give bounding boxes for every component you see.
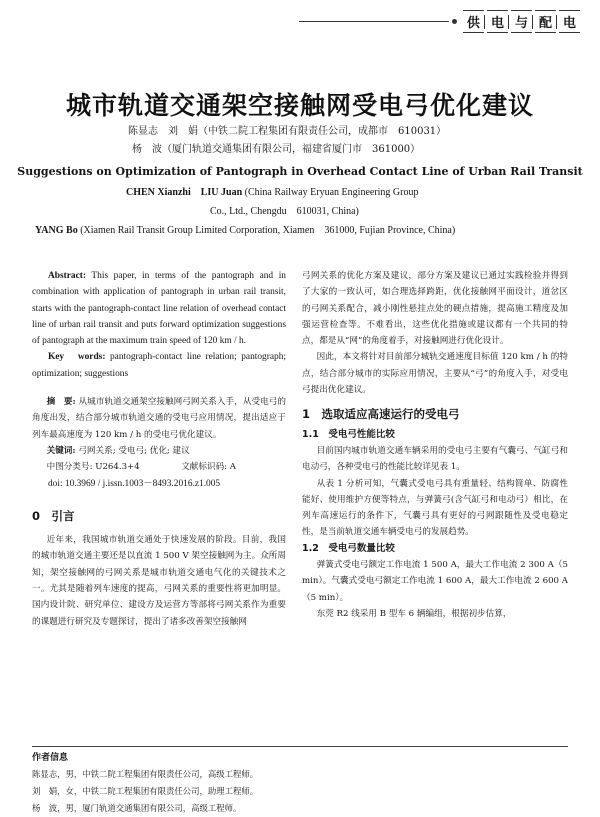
left-column (32, 268, 286, 630)
right-paragraph-6: 东莞 R2 线采用 B 型车 6 辆编组，根据初步估算， (316, 608, 512, 619)
section-1-2-heading: 1.2 受电弓数量比较 (302, 542, 395, 554)
author-info-line: 陈显志，男，中铁二院工程集团有限责任公司，高级工程师。 (32, 769, 259, 779)
section-tag-separator (556, 15, 557, 29)
english-abstract-label: Abstract: (47, 271, 86, 281)
section-tag-char: 电 (559, 10, 580, 33)
section-tag-separator (508, 15, 509, 29)
english-title: Suggestions on Optimization of Pantograph in Overhead Contact Line of Urban Rail Transit (17, 165, 583, 178)
paper-title: 城市轨道交通架空接触网受电弓优化建议 (65, 91, 534, 120)
classification-line (32, 459, 286, 475)
section-tag-separator (484, 15, 485, 29)
chinese-keywords (32, 443, 286, 459)
chinese-keywords-label: 关键词: (46, 445, 76, 456)
section-tag-char: 与 (511, 10, 532, 33)
author-info-line: 杨 波，男，厦门轨道交通集团有限公司，高级工程师。 (32, 803, 242, 813)
right-paragraph-3: 目前国内城市轨道交通车辆采用的受电弓主要有气囊弓、气缸弓和电动弓，各种受电弓的性能比较详见表 1。 (302, 445, 568, 473)
section-tag-separator (532, 15, 533, 29)
right-paragraph-1: 弓网关系的优化方案及建议，部分方案及建议已通过实践检验并得到了大家的一致认可，如合理选择跨距，优化接触网平面设计，道岔区的弓网关系配合，减小刚性悬挂点处的硬点措施，提高施工精度及加强运营检查等。不难看出，这些优化措施或建议都有一个共同的特点，都是从“网”的角度着手，对接触网进行优化设计。 (302, 271, 568, 347)
english-author3-affiliation: (Xiamen Rail Transit Group Limited Corporation, Xiamen 361000, Fujian Province, China) (80, 225, 456, 236)
chinese-keywords-text: 弓网关系; 受电弓; 优化; 建议 (78, 445, 190, 456)
section-1-1-heading: 1.1 受电弓性能比较 (302, 428, 395, 440)
right-paragraph-5: 弹簧式受电弓额定工作电流 1 500 A，最大工作电流 2 300 A（5 min）。气囊式受电弓额定工作电流 1 600 A，最大工作电流 2 600 A（5 min）。 (302, 560, 568, 603)
english-keywords-text: pantograph-contact line relation; pantograph; optimization; suggestions (32, 352, 286, 379)
author-info-heading: 作者信息 (32, 753, 69, 763)
english-authors-line-2 (35, 221, 455, 236)
english-affiliation-1: (China Railway Eryuan Engineering Group (244, 187, 419, 198)
clc-number: 中图分类号: U264.3+4 (46, 462, 140, 473)
chinese-abstract (32, 394, 286, 443)
section-tag (299, 10, 580, 33)
english-affiliation-2: Co., Ltd., Chengdu 610031, China) (210, 206, 359, 217)
right-paragraph-4: 从表 1 分析可知，气囊式受电弓具有重量轻、结构简单、防腐性能好、使用维护方便等特点，与弹簧弓(含气缸弓和电动弓）相比，在列车高速运行的条件下，气囊弓具有更好的弓网跟随性及受电稳定性，是当前轨道交通车辆受电弓的发展趋势。 (302, 478, 568, 538)
section-tag-dot (452, 19, 457, 24)
intro-paragraph: 近年来，我国城市轨道交通处于快速发展的阶段。目前，我国的城市轨道交通主要还是以直流 1 500 V 架空接触网为主。众所周知，架空接触网的弓网关系是城市轨道交通电气化的关键技术之一。尤其是随着列车速度的提高，弓网关系的重要性将更加明显。国内设计院、研究单位、建设方及运营方等部将弓网关系作为重要的课题进行研究及专题探讨，提出了诸多改善架空接触网 (32, 535, 286, 627)
english-authors-line-1 (126, 183, 418, 198)
section-tag-line (299, 21, 449, 22)
chinese-abstract-text: 从城市轨道交通架空接触网弓网关系入手，从受电弓的角度出发，结合部分城市轨道交通的受电弓应用情况，提出适应于列车最高速度为 120 km / h 的受电弓优化建议。 (32, 397, 286, 440)
english-keywords-label: Key words: (47, 352, 106, 363)
english-author3-name: YANG Bo (35, 225, 78, 236)
authors-line-1: 陈显志 刘 娟（中铁二院工程集团有限责任公司，成都市 610031） (128, 126, 447, 137)
section-tag-char: 电 (487, 10, 508, 33)
authors-line-2: 杨 波（厦门轨道交通集团有限公司，福建省厦门市 361000） (132, 144, 421, 155)
section-1-heading: 1 选取适应高速运行的受电弓 (302, 407, 460, 422)
author-info-line: 刘 娟，女，中铁二院工程集团有限责任公司，助理工程师。 (32, 786, 259, 796)
english-keywords (32, 349, 286, 382)
english-author-names: CHEN Xianzhi LIU Juan (126, 187, 243, 198)
doi: doi: 10.3969 / j.issn.1003－8493.2016.z1.005 (47, 478, 221, 489)
section-tag-char: 供 (463, 10, 484, 33)
footer-rule (32, 746, 568, 747)
chinese-abstract-label: 摘 要: (46, 397, 76, 408)
english-abstract (32, 268, 286, 349)
english-abstract-text: This paper, in terms of the pantograph and in combination with application of pantograph in urban rail transit, starts with the pantograph-contact line relation of overhead contact line of urban rail transit and puts forward optimization suggestions of pantograph at the maximum train speed of 120 km / h. (32, 271, 286, 347)
document-code: 文献标识码: A (181, 462, 236, 473)
intro-heading: 0 引言 (32, 508, 75, 523)
section-tag-char: 配 (535, 10, 556, 33)
right-column (302, 268, 568, 622)
right-paragraph-2: 因此，本文将针对目前部分城轨交通速度目标值 120 km / h 的特点，结合部分城市的实际应用情况，主要从“弓”的角度入手，对受电弓提出优化建议。 (302, 352, 568, 396)
